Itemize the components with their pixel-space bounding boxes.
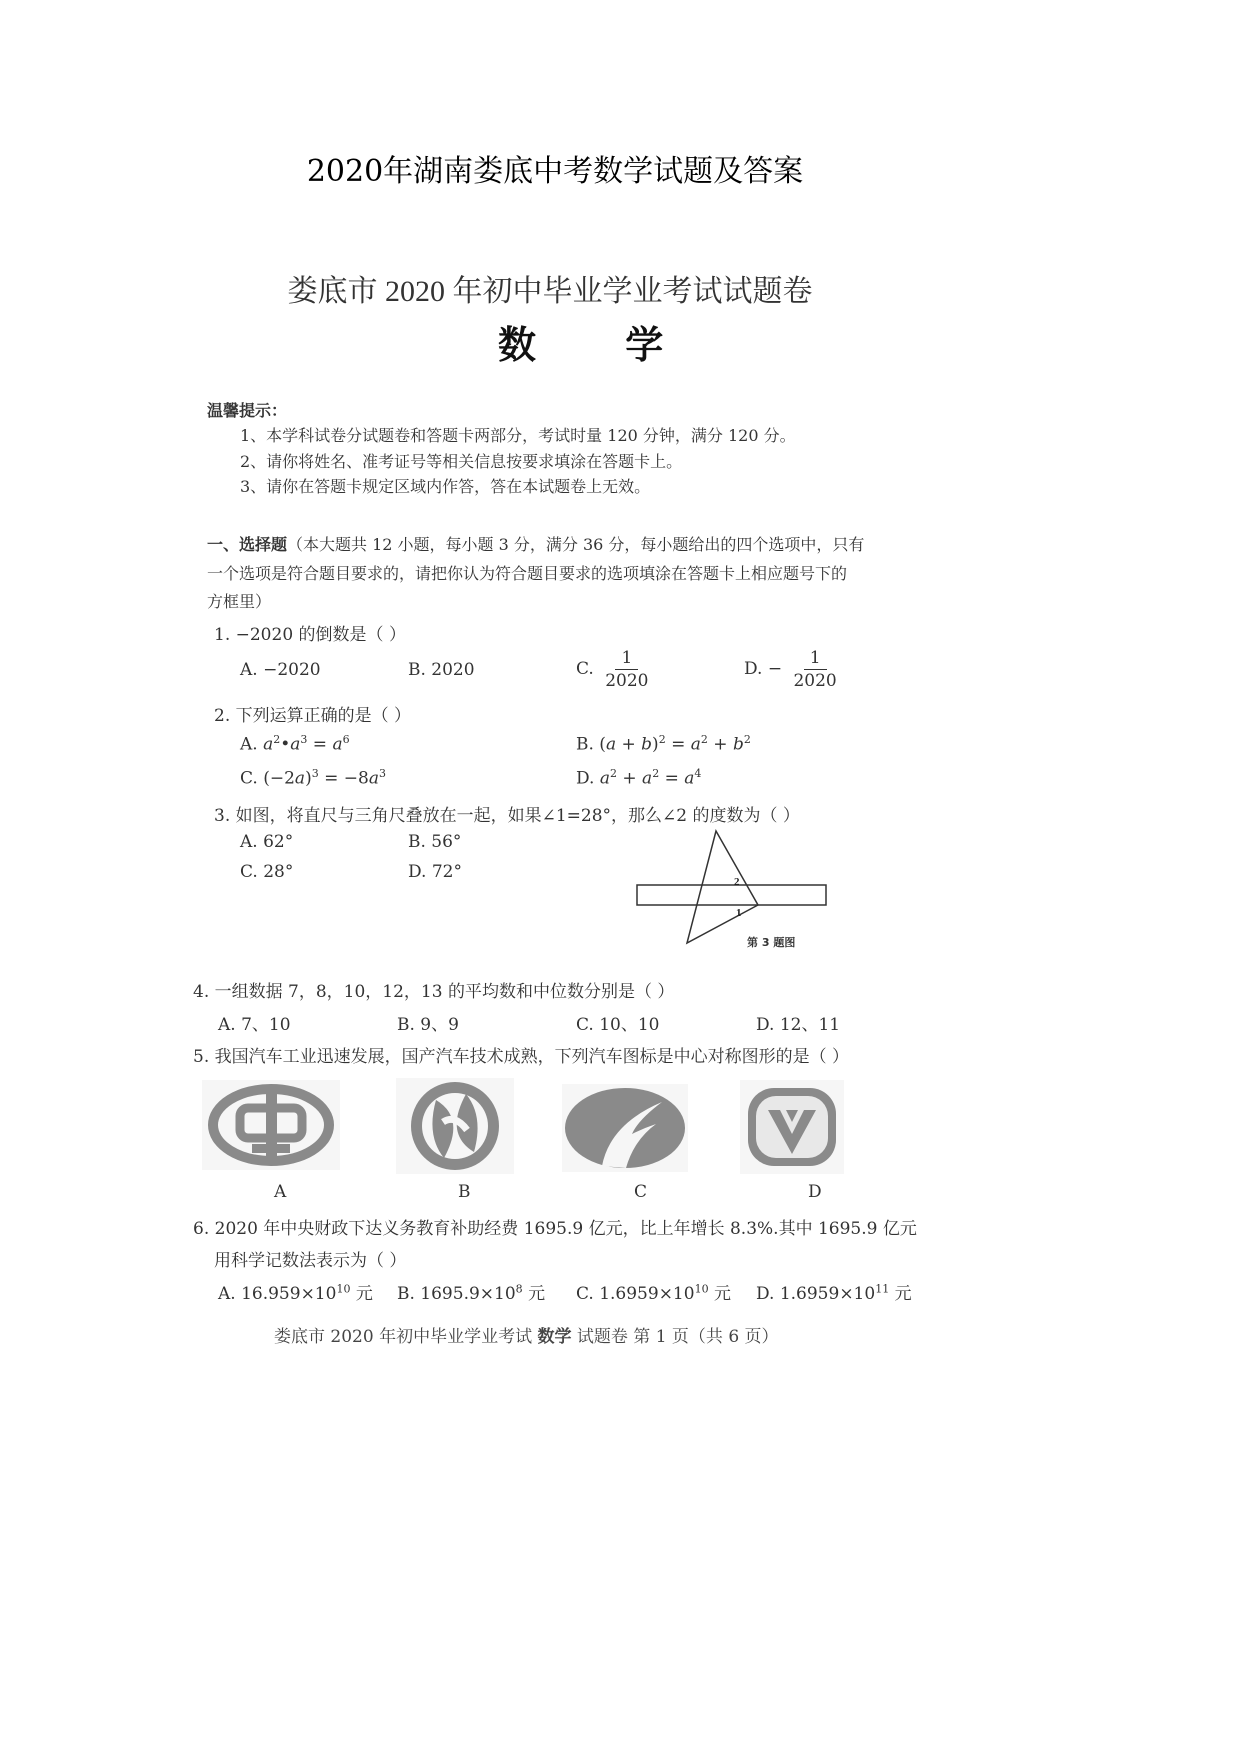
tip-item: 2、请你将姓名、准考证号等相关信息按要求填涂在答题卡上。	[240, 452, 683, 471]
tip-item: 3、请你在答题卡规定区域内作答，答在本试题卷上无效。	[240, 477, 651, 496]
car-logo-b	[396, 1078, 514, 1174]
q2-option-c: C. $(-2a)^3 = -8a^3$	[240, 767, 386, 789]
fraction: $\frac{1}{2020}$	[605, 648, 649, 691]
q6-option-a: A. $16.959\times 10^{10}$ 元	[218, 1282, 373, 1304]
q3-option-b: B. 56°	[408, 832, 462, 852]
q3-option-a: A. 62°	[240, 832, 294, 852]
q6-option-b: B. $1695.9\times 10^8$ 元	[397, 1282, 546, 1304]
q3-option-d: D. 72°	[408, 862, 462, 882]
q3-figure	[630, 828, 835, 952]
car-logo-a	[202, 1080, 340, 1170]
q3-option-c: C. 28°	[240, 862, 294, 882]
q5-stem: 5. 我国汽车工业迅速发展，国产汽车技术成熟，下列汽车图标是中心对称图形的是（ ）	[193, 1047, 850, 1067]
figure-caption: 第 3 题图	[747, 936, 796, 949]
q4-option-b: B. 9、9	[397, 1015, 459, 1035]
tips-label: 温馨提示：	[207, 401, 288, 420]
car-logo-d	[740, 1080, 844, 1174]
tip-item: 1、本学科试卷分试题卷和答题卡两部分，考试时量 120 分钟，满分 120 分。	[240, 426, 796, 445]
fraction: $\frac{1}{2020}$	[793, 648, 837, 691]
car-logo-c	[562, 1084, 688, 1172]
q6-option-d: D. $1.6959\times 10^{11}$ 元	[756, 1282, 912, 1304]
q4-stem: 4. 一组数据 7，8，10，12，13 的平均数和中位数分别是（ ）	[193, 982, 675, 1002]
angle-2-label: 2	[734, 876, 740, 888]
q1-option-a: A. −2020	[240, 660, 321, 680]
q4-option-d: D. 12、11	[756, 1015, 841, 1035]
section-heading: 一、选择题	[207, 535, 288, 554]
q6-stem-line-2: 用科学记数法表示为（ ）	[214, 1251, 407, 1271]
q1-stem: 1. −2020 的倒数是（ ）	[214, 625, 406, 645]
q1-option-c: C. $\frac{1}{2020}$	[576, 647, 654, 692]
q4-option-c: C. 10、10	[576, 1015, 660, 1035]
document-title: 2020年湖南娄底中考数学试题及答案	[306, 154, 804, 189]
q1-option-d: D. − $\frac{1}{2020}$	[744, 647, 843, 692]
section-intro-line-2: 一个选项是符合题目要求的，请把你认为符合题目要求的选项填涂在答题卡上相应题号下的	[207, 564, 848, 583]
section-intro-line-3: 方框里）	[207, 592, 272, 611]
q2-option-d: D. $a^2 + a^2 = a^4$	[576, 767, 702, 789]
q2-stem: 2. 下列运算正确的是（ ）	[214, 706, 412, 726]
section-intro-line-1: 一、选择题（本大题共 12 小题，每小题 3 分，满分 36 分，每小题给出的四个选项中，只有	[207, 535, 865, 554]
q6-stem-line-1: 6. 2020 年中央财政下达义务教育补助经费 1695.9 亿元，比上年增长 8.3%.其中 1695.9 亿元	[193, 1219, 917, 1239]
logo-label-a: A	[274, 1182, 287, 1202]
q4-option-a: A. 7、10	[218, 1015, 291, 1035]
q2-option-b: B. $(a + b)^2 = a^2 + b^2$	[576, 733, 751, 755]
angle-1-label: 1	[736, 907, 742, 919]
logo-label-b: B	[458, 1182, 471, 1202]
subject-title: 数 学	[498, 323, 702, 367]
q3-stem: 3. 如图，将直尺与三角尺叠放在一起，如果∠1=28°，那么∠2 的度数为（ ）	[214, 806, 800, 826]
q1-option-b: B. 2020	[408, 660, 475, 680]
q2-option-a: A. $a^2•a^3 = a^6$	[240, 733, 350, 755]
page-footer: 娄底市 2020 年初中毕业学业考试 数学 试题卷 第 1 页（共 6 页）	[274, 1327, 779, 1347]
logo-label-c: C	[634, 1182, 648, 1202]
logo-label-d: D	[808, 1182, 822, 1202]
ruler-shape	[637, 885, 826, 905]
exam-title: 娄底市 2020 年初中毕业学业考试试题卷	[287, 275, 813, 308]
q6-option-c: C. $1.6959\times 10^{10}$ 元	[576, 1282, 731, 1304]
triangle-shape	[687, 831, 758, 943]
